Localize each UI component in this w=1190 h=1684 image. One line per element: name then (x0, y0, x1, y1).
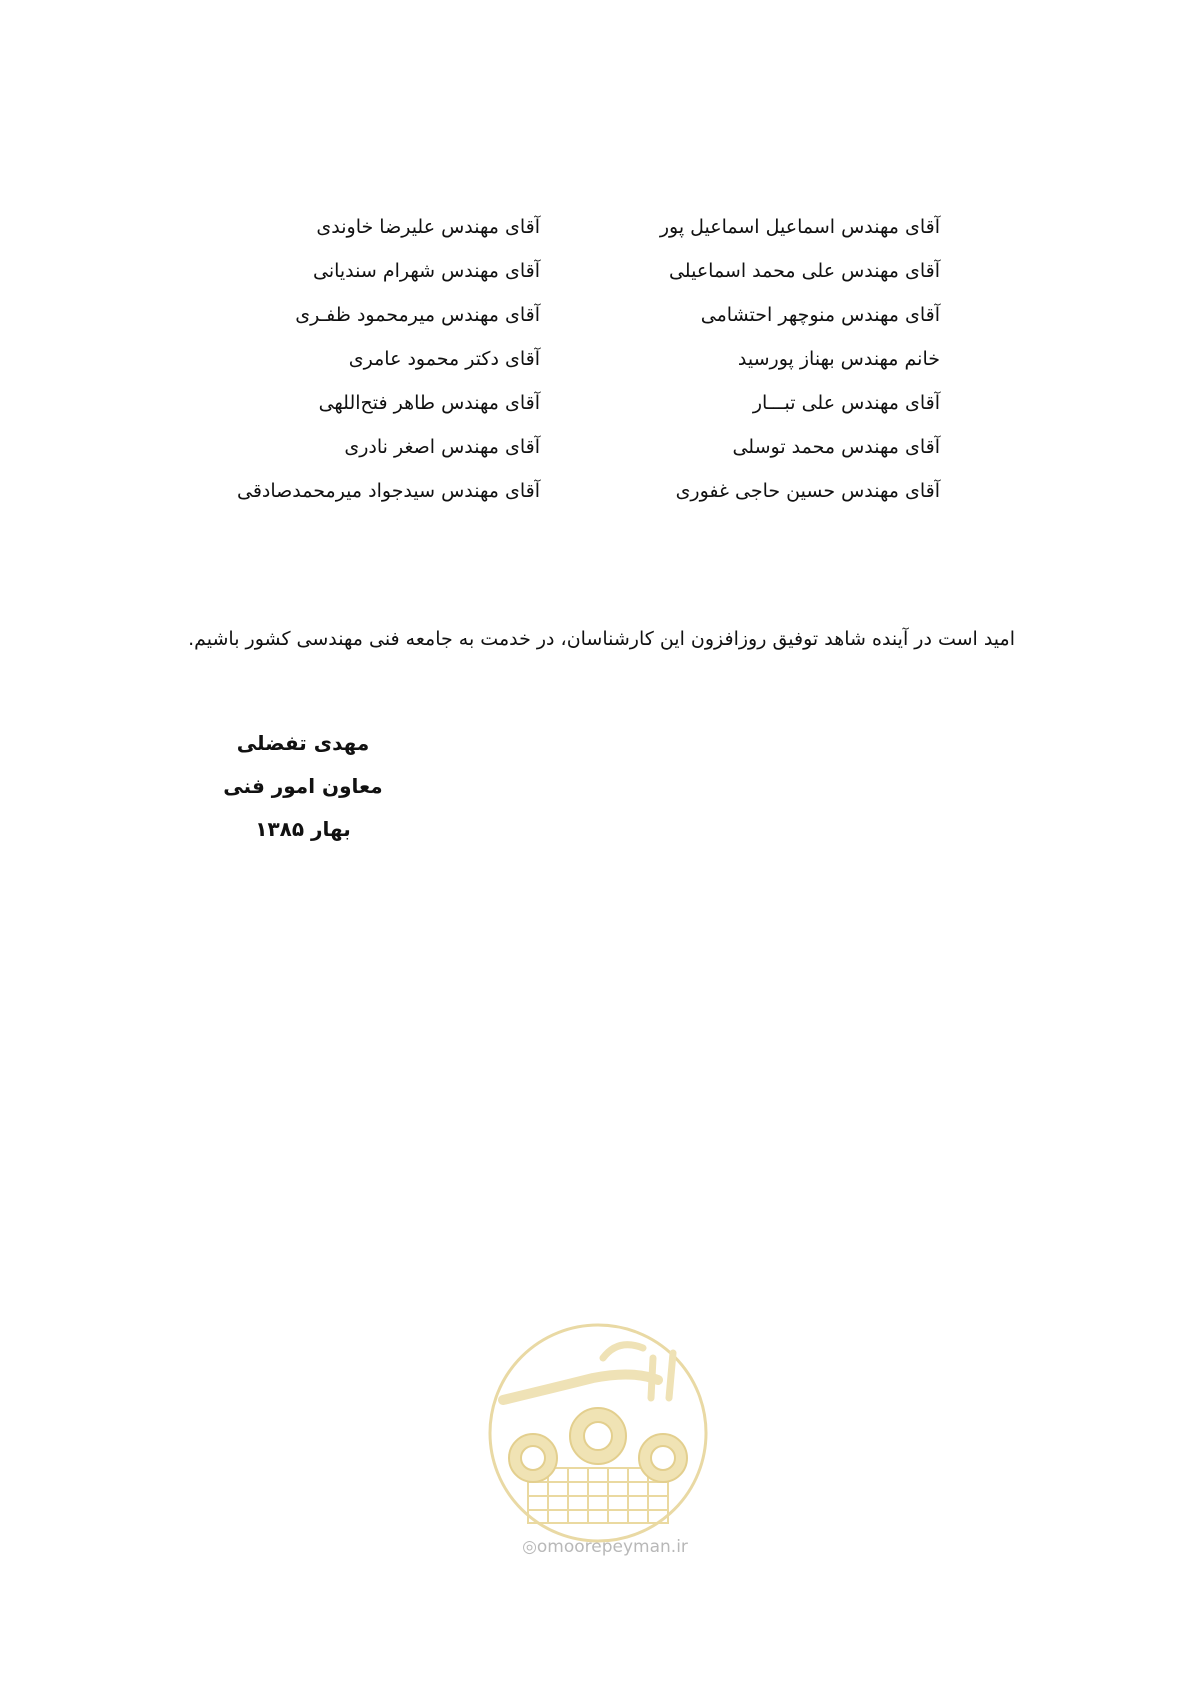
signature-block (223, 722, 383, 851)
name-item: آقای مهندس علی محمد اسماعیلی (668, 260, 940, 282)
name-item: آقای مهندس حسین حاجی غفوری (675, 480, 940, 502)
names-column-right (640, 205, 940, 513)
name-item: آقای مهندس طاهر فتح‌اللهی (318, 392, 540, 414)
watermark-logo-icon (483, 1318, 713, 1548)
watermark-url: ◎omoorepeyman.ir (522, 1537, 688, 1557)
name-item: آقای مهندس علی تبـــار (752, 392, 940, 414)
name-item: آقای مهندس علیرضا خاوندی (316, 216, 540, 238)
names-column-left (237, 205, 540, 513)
closing-paragraph: امید است در آینده شاهد توفیق روزافزون این کارشناسان، در خدمت به جامعه فنی مهندسی کشور باشیم. (188, 628, 1015, 650)
name-item: آقای دکتر محمود عامری (348, 348, 540, 370)
name-item: خانم مهندس بهناز پورسید (737, 348, 940, 370)
name-item: آقای مهندس منوچهر احتشامی (700, 304, 940, 326)
signature-date: بهار ۱۳۸۵ (255, 817, 351, 841)
name-item: آقای مهندس اصغر نادری (344, 436, 540, 458)
names-list (237, 205, 940, 513)
signature-position: معاون امور فنی (223, 774, 383, 798)
globe-icon: ◎ (522, 1537, 537, 1557)
signature-name: مهدی تفضلی (236, 731, 370, 755)
name-item: آقای مهندس شهرام سندیانی (312, 260, 540, 282)
name-item: آقای مهندس میرمحمود ظفـری (295, 304, 540, 326)
name-item: آقای مهندس اسماعیل اسماعیل پور (659, 216, 940, 238)
name-item: آقای مهندس محمد توسلی (732, 436, 940, 458)
name-item: آقای مهندس سیدجواد میرمحمدصادقی (237, 480, 540, 502)
